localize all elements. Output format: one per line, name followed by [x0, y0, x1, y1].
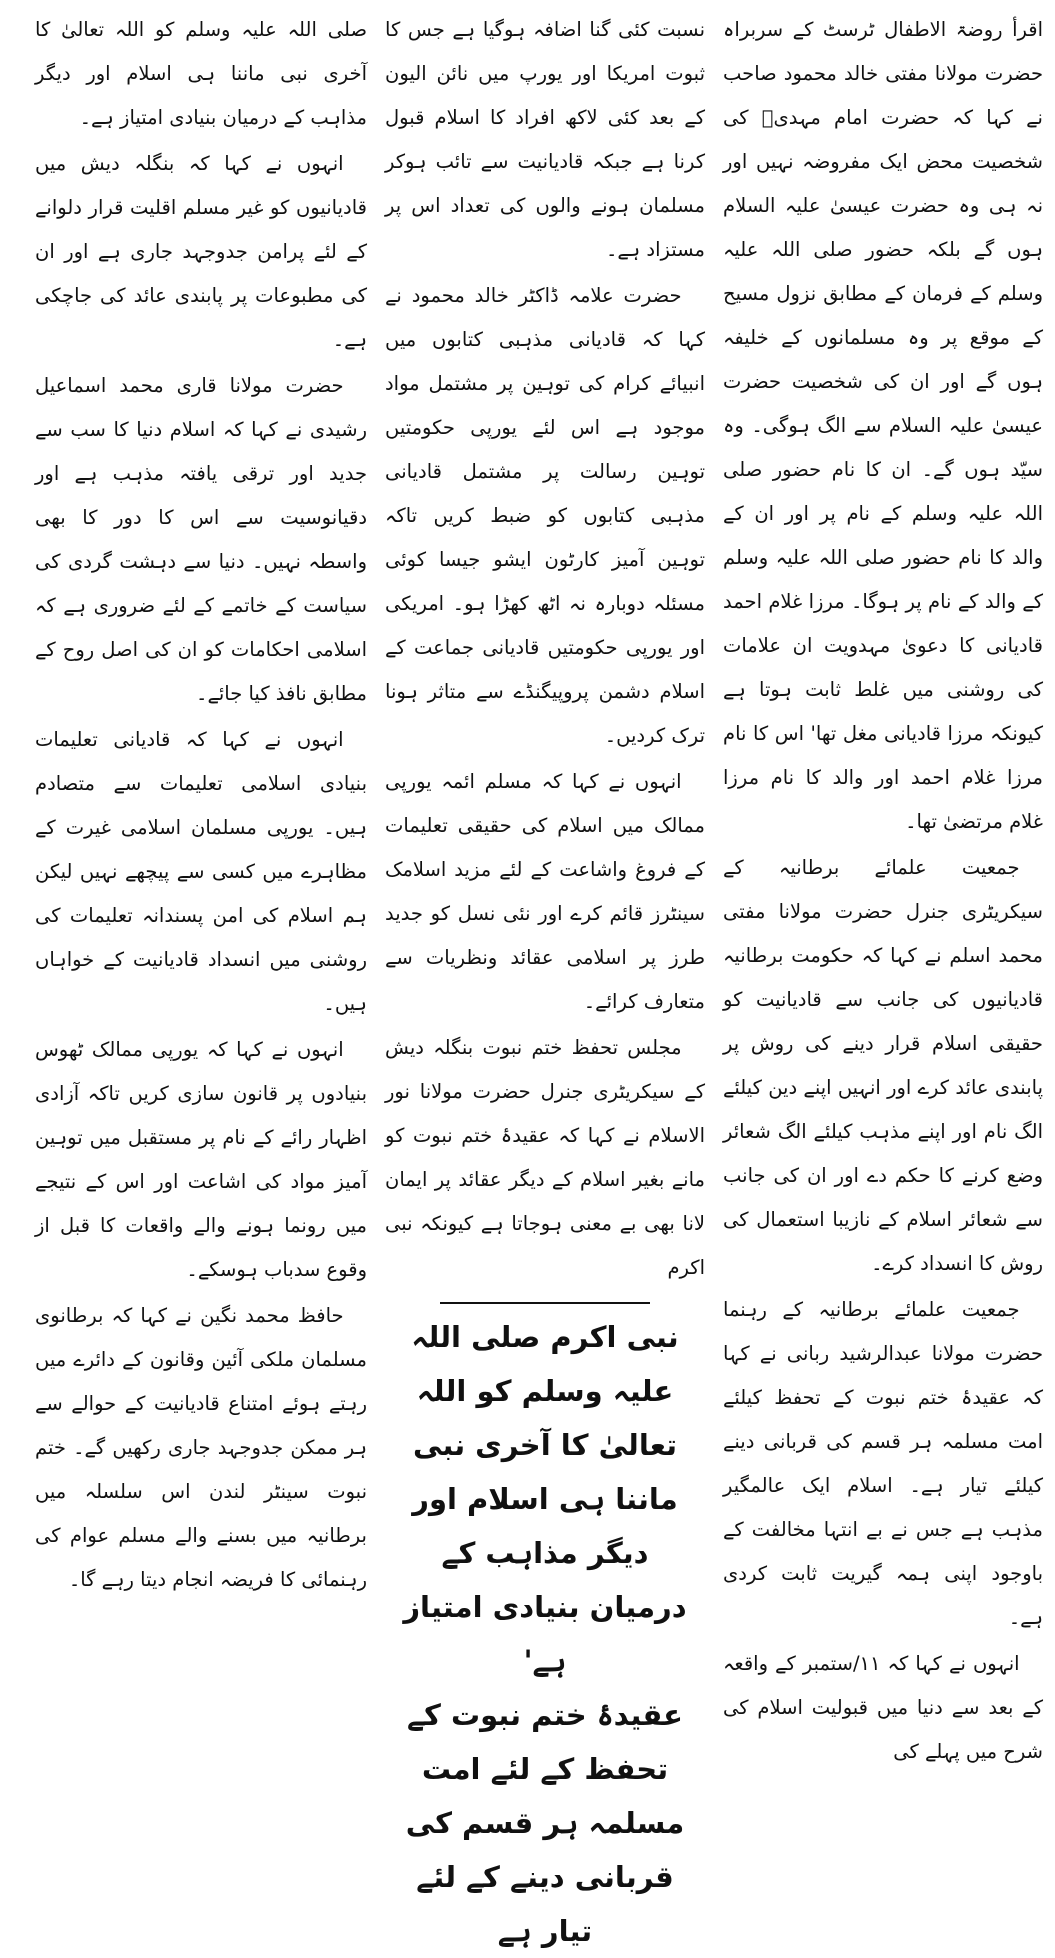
paragraph: نسبت کئی گنا اضافہ ہوگیا ہے جس کا ثبوت امریکا اور یورپ میں نائن الیون کے بعد کئی لاکھ افراد کا اسلام قبول کرنا ہے جبکہ قادیانیت سے تائب ہوکر مسلمان ہونے والوں کی تعداد اس پر مستزاد ہے۔: [385, 18, 705, 261]
paragraph: انہوں نے کہا کہ ۱۱/ستمبر کے واقعہ کے بعد سے دنیا میں قبولیت اسلام کی شرح میں پہلے کی: [723, 1652, 1043, 1763]
paragraph: جمعیت علمائے برطانیہ کے سیکریٹری جنرل حضرت مولانا مفتی محمد اسلم نے کہا کہ حکومت برطانیہ قادیانیوں کی جانب سے قادیانیت کو حقیقی اسلام قرار دینے کی روش پر پابندی عائد کرے اور انہیں اپنے دین کیلئے الگ نام اور اپنے مذہب کیلئے الگ شعائر وضع کرنے کا حکم دے اور ان کی جانب سے شعائر اسلام کے نازیبا استعمال کی روش کا انسداد کرے۔: [723, 856, 1043, 1275]
paragraph: صلی اللہ علیہ وسلم کو اللہ تعالیٰ کا آخری نبی ماننا ہی اسلام اور دیگر مذاہب کے درمیان بنیادی امتیاز ہے۔: [35, 18, 367, 129]
paragraph: اقرأ روضۃ الاطفال ٹرسٹ کے سربراہ حضرت مولانا مفتی خالد محمود صاحب نے کہا کہ حضرت امام مہدیؒ کی شخصیت محض ایک مفروضہ نہیں اور نہ ہی وہ حضرت عیسیٰ علیہ السلام ہوں گے بلکہ حضور صلی اللہ علیہ وسلم کے فرمان کے مطابق نزول مسیح کے موقع پر وہ مسلمانوں کے خلیفہ ہوں گے اور ان کی شخصیت حضرت عیسیٰ علیہ السلام سے الگ ہوگی۔ وہ سیّد ہوں گے۔ ان کا نام حضور صلی اللہ علیہ وسلم کے نام پر اور ان کے والد کا نام حضور صلی اللہ علیہ وسلم کے والد کے نام پر ہوگا۔ مرزا غلام احمد قادیانی کا دعویٰ مہدویت ان علامات کی روشنی میں غلط ثابت ہوتا ہے کیونکہ مرزا قادیانی مغل تھا' اس کا نام مرزا غلام احمد اور والد کا نام مرزا غلام مرتضیٰ تھا۔: [723, 18, 1043, 833]
article-column-left: [35, 8, 367, 1591]
article-column-right: [723, 8, 1043, 1763]
article-column-middle: [385, 8, 705, 1948]
paragraph: حضرت علامہ ڈاکٹر خالد محمود نے کہا کہ قادیانی مذہبی کتابوں میں انبیائے کرام کی توہین پر مشتمل مواد موجود ہے اس لئے یورپی حکومتیں توہین رسالت پر مشتمل قادیانی مذہبی کتابوں کو ضبط کریں تاکہ توہین آمیز کارٹون ایشو جیسا کوئی مسئلہ دوبارہ نہ اٹھ کھڑا ہو۔ امریکی اور یورپی حکومتیں قادیانی جماعت کے اسلام دشمن پروپیگنڈے سے متاثر ہونا ترک کردیں۔: [385, 284, 705, 747]
pull-quote-divider: [440, 1302, 650, 1304]
pull-quote-headline: نبی اکرم صلی اللہ علیہ وسلم کو اللہ تعالیٰ کا آخری نبی ماننا ہی اسلام اور دیگر مذاہب کے درمیان بنیادی امتیاز ہے': [403, 1320, 687, 1678]
paragraph: انہوں نے کہا کہ بنگلہ دیش میں قادیانیوں کو غیر مسلم اقلیت قرار دلوانے کے لئے پرامن جدوجہد جاری ہے اور ان کی مطبوعات پر پابندی عائد کی جاچکی ہے۔: [35, 152, 367, 351]
paragraph: انہوں نے کہا کہ قادیانی تعلیمات بنیادی اسلامی تعلیمات سے متصادم ہیں۔ یورپی مسلمان اسلامی غیرت کے مظاہرے میں کسی سے پیچھے نہیں لیکن ہم اسلام کی امن پسندانہ تعلیمات کی روشنی میں انسداد قادیانیت کے خواہاں ہیں۔: [35, 728, 367, 1015]
pull-quote-headline: عقیدۂ ختم نبوت کے تحفظ کے لئے امت مسلمہ ہر قسم کی قربانی دینے کے لئے تیار ہے: [405, 1698, 685, 1948]
paragraph: جمعیت علمائے برطانیہ کے رہنما حضرت مولانا عبدالرشید ربانی نے کہا کہ عقیدۂ ختم نبوت کے تحفظ کیلئے امت مسلمہ ہر قسم کی قربانی دینے کیلئے تیار ہے۔ اسلام ایک عالمگیر مذہب ہے جس نے بے انتہا مخالفت کے باوجود اپنی ہمہ گیریت ثابت کردی ہے۔: [723, 1298, 1043, 1629]
paragraph: حافظ محمد نگین نے کہا کہ برطانوی مسلمان ملکی آئین وقانون کے دائرے میں رہتے ہوئے امتناع قادیانیت کے حوالے سے ہر ممکن جدوجہد جاری رکھیں گے۔ ختم نبوت سینٹر لندن اس سلسلہ میں برطانیہ میں بسنے والے مسلم عوام کی رہنمائی کا فریضہ انجام دیتا رہے گا۔: [35, 1304, 367, 1591]
paragraph: مجلس تحفظ ختم نبوت بنگلہ دیش کے سیکریٹری جنرل حضرت مولانا نور الاسلام نے کہا کہ عقیدۂ ختم نبوت کو مانے بغیر اسلام کے دیگر عقائد پر ایمان لانا بھی بے معنی ہوجاتا ہے کیونکہ نبی اکرم: [385, 1036, 705, 1279]
paragraph: حضرت مولانا قاری محمد اسماعیل رشیدی نے کہا کہ اسلام دنیا کا سب سے جدید اور ترقی یافتہ مذہب ہے اور دقیانوسیت سے اس کا دور کا بھی واسطہ نہیں۔ دنیا سے دہشت گردی کی سیاست کے خاتمے کے لئے ضروری ہے کہ اسلامی احکامات کو ان کی اصل روح کے مطابق نافذ کیا جائے۔: [35, 374, 367, 705]
paragraph: انہوں نے کہا کہ یورپی ممالک ٹھوس بنیادوں پر قانون سازی کریں تاکہ آزادی اظہار رائے کے نام پر مستقبل میں توہین آمیز مواد کی اشاعت اور اس کے نتیجے میں رونما ہونے والے واقعات کا قبل از وقوع سدباب ہوسکے۔: [35, 1038, 367, 1281]
paragraph: انہوں نے کہا کہ مسلم ائمہ یورپی ممالک میں اسلام کی حقیقی تعلیمات کے فروغ واشاعت کے لئے مزید اسلامک سینٹرز قائم کرے اور نئی نسل کو جدید طرز پر اسلامی عقائد ونظریات سے متعارف کرائے۔: [385, 770, 705, 1013]
